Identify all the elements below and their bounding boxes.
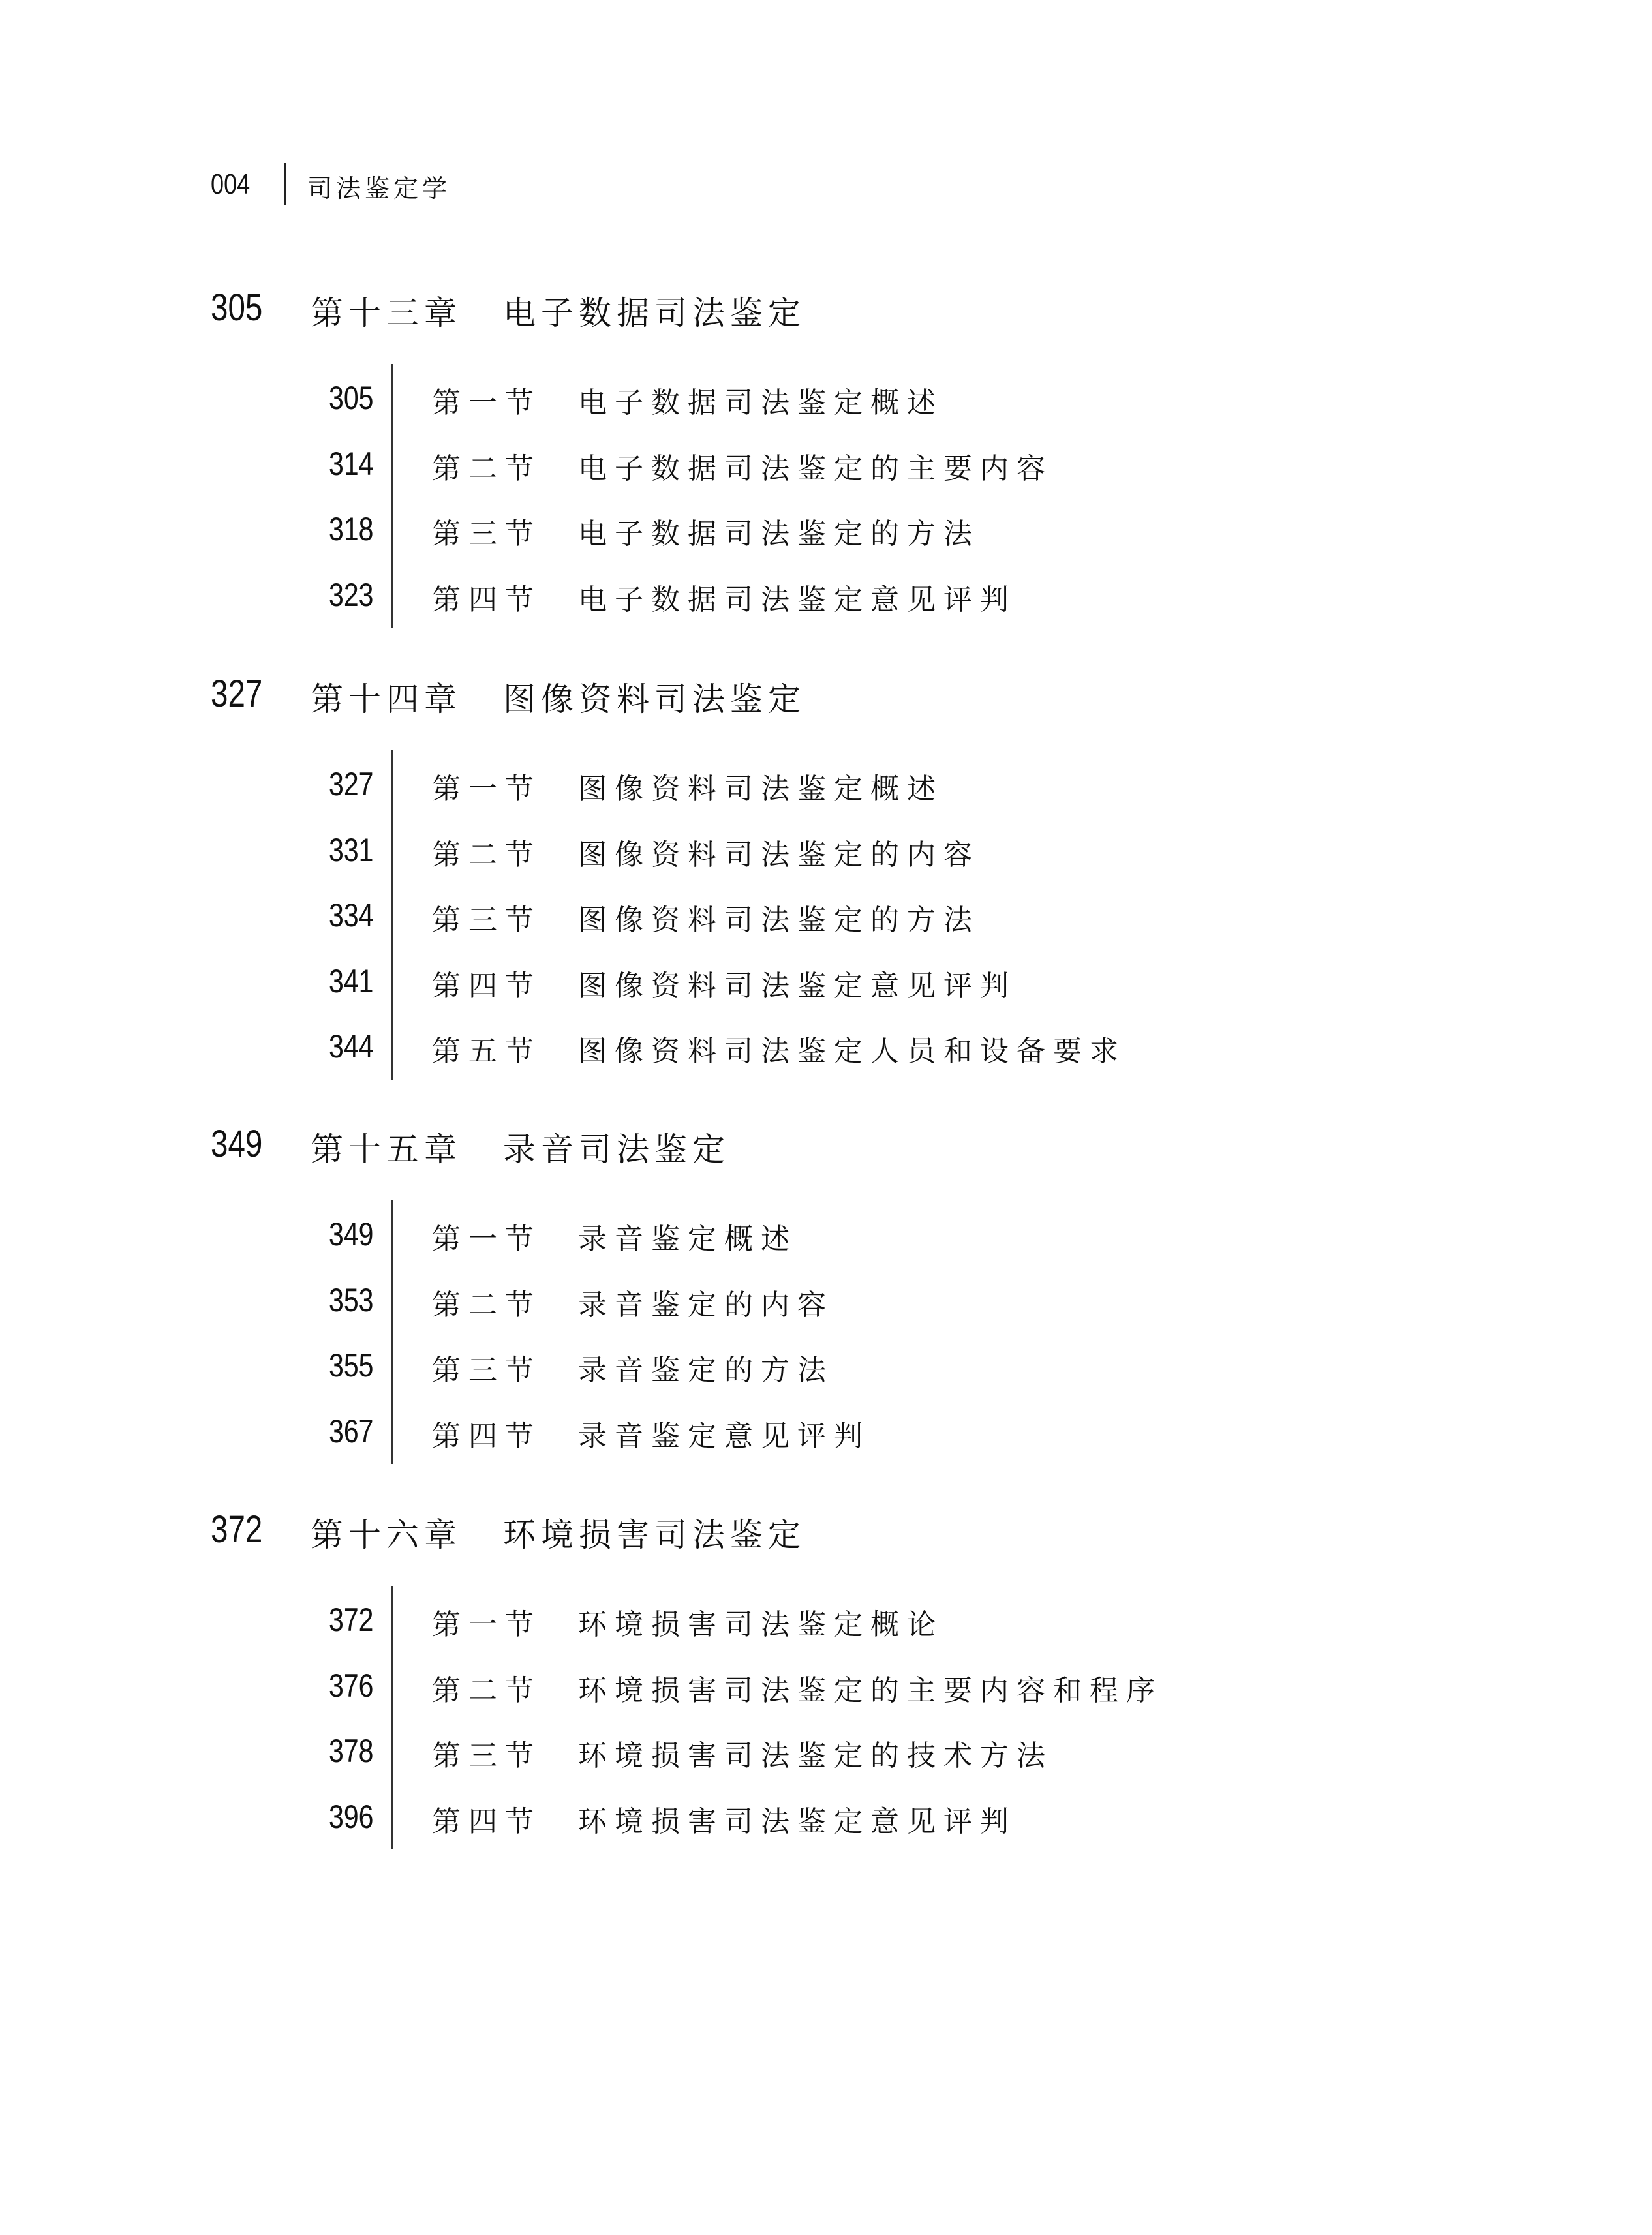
section-page: 355 (328, 1347, 373, 1384)
section-page: 396 (328, 1798, 373, 1835)
toc-section-row[interactable] (0, 1412, 1652, 1452)
section-title: 电子数据司法鉴定概述 (578, 386, 943, 419)
section-label: 第四节 (432, 1419, 542, 1453)
section-title: 图像资料司法鉴定概述 (578, 772, 943, 806)
toc-section-row[interactable] (0, 1281, 1652, 1320)
chapter-page: 327 (211, 673, 263, 715)
toc-section-row[interactable] (0, 1027, 1652, 1067)
toc-section-row[interactable] (0, 1798, 1652, 1837)
chapter-label: 第十四章 (311, 680, 462, 718)
section-title: 电子数据司法鉴定的主要内容 (578, 451, 1053, 485)
page-number: 004 (211, 168, 251, 200)
section-label: 第四节 (432, 583, 542, 616)
section-title: 录音鉴定的内容 (578, 1288, 834, 1322)
toc-section-row[interactable] (0, 576, 1652, 615)
section-page: 372 (328, 1602, 373, 1638)
section-title: 环境损害司法鉴定概论 (578, 1608, 943, 1641)
section-title: 图像资料司法鉴定的方法 (578, 904, 980, 937)
section-page: 305 (328, 380, 373, 416)
section-label: 第五节 (432, 1035, 542, 1068)
section-page: 331 (328, 831, 373, 868)
chapter-page: 349 (211, 1123, 263, 1165)
toc-section-row[interactable] (0, 1667, 1652, 1706)
section-page: 327 (328, 766, 373, 802)
section-page: 353 (328, 1281, 373, 1318)
toc-section-row[interactable] (0, 1601, 1652, 1640)
toc-section-row[interactable] (0, 1215, 1652, 1254)
toc-section-row[interactable] (0, 896, 1652, 935)
chapter-title: 图像资料司法鉴定 (503, 680, 806, 718)
section-title: 录音鉴定的方法 (578, 1354, 834, 1387)
section-page: 318 (328, 511, 373, 547)
section-label: 第四节 (432, 969, 542, 1003)
section-page: 314 (328, 445, 373, 482)
chapter-title: 电子数据司法鉴定 (503, 294, 806, 332)
toc-section-row[interactable] (0, 765, 1652, 804)
chapter-title: 录音司法鉴定 (503, 1131, 730, 1168)
section-label: 第三节 (432, 904, 542, 937)
section-label: 第二节 (432, 1673, 542, 1707)
chapter-heading[interactable] (0, 672, 1652, 718)
chapter-heading[interactable] (0, 286, 1652, 331)
section-label: 第二节 (432, 1288, 542, 1322)
chapter-title: 环境损害司法鉴定 (503, 1516, 806, 1554)
section-title: 电子数据司法鉴定意见评判 (578, 583, 1017, 616)
section-title: 图像资料司法鉴定的内容 (578, 838, 980, 872)
section-page: 367 (328, 1412, 373, 1450)
toc-section-row[interactable] (0, 831, 1652, 870)
section-page: 334 (328, 897, 373, 934)
section-title: 录音鉴定概述 (578, 1223, 797, 1256)
toc-section-row[interactable] (0, 1732, 1652, 1771)
chapter-label: 第十三章 (311, 294, 462, 332)
section-title: 环境损害司法鉴定意见评判 (578, 1804, 1017, 1838)
toc-section-row[interactable] (0, 445, 1652, 484)
section-title: 录音鉴定意见评判 (578, 1419, 870, 1453)
toc-section-row[interactable] (0, 510, 1652, 549)
section-page: 323 (328, 576, 373, 613)
section-label: 第三节 (432, 517, 542, 551)
section-page: 378 (328, 1733, 373, 1769)
section-page: 344 (328, 1028, 373, 1065)
section-page: 376 (328, 1667, 373, 1704)
toc-section-row[interactable] (0, 379, 1652, 418)
chapter-heading[interactable] (0, 1508, 1652, 1553)
book-title: 司法鉴定学 (307, 174, 451, 203)
section-label: 第二节 (432, 838, 542, 872)
section-label: 第四节 (432, 1804, 542, 1838)
section-page: 349 (328, 1216, 373, 1253)
chapter-page: 372 (211, 1508, 263, 1551)
section-title: 图像资料司法鉴定人员和设备要求 (578, 1035, 1126, 1068)
chapter-page: 305 (211, 286, 263, 329)
section-label: 第一节 (432, 1223, 542, 1256)
section-title: 环境损害司法鉴定的主要内容和程序 (578, 1673, 1163, 1707)
section-label: 第一节 (432, 1608, 542, 1641)
section-label: 第三节 (432, 1354, 542, 1387)
section-label: 第一节 (432, 386, 542, 419)
toc-section-row[interactable] (0, 962, 1652, 1001)
section-title: 电子数据司法鉴定的方法 (578, 517, 980, 551)
chapter-heading[interactable] (0, 1122, 1652, 1168)
section-label: 第二节 (432, 451, 542, 485)
section-title: 图像资料司法鉴定意见评判 (578, 969, 1017, 1003)
section-label: 第三节 (432, 1739, 542, 1772)
header-divider (284, 163, 286, 205)
toc-section-row[interactable] (0, 1346, 1652, 1386)
chapter-label: 第十六章 (311, 1516, 462, 1554)
section-label: 第一节 (432, 772, 542, 806)
section-title: 环境损害司法鉴定的技术方法 (578, 1739, 1053, 1772)
section-page: 341 (328, 962, 373, 999)
chapter-label: 第十五章 (311, 1131, 462, 1168)
